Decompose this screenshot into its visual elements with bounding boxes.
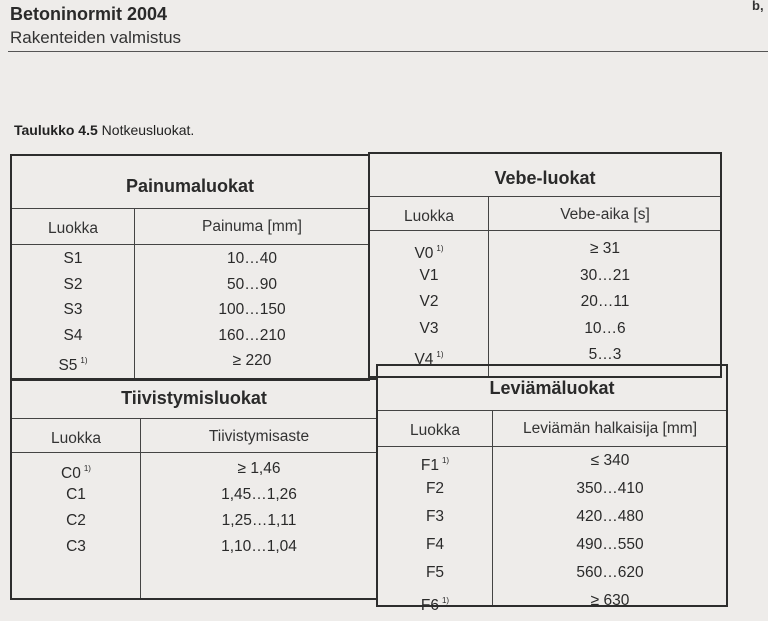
vebe-col-value: Vebe-aika [s] — [560, 206, 650, 223]
tiivistymis-row-value: ≥ 1,46 — [237, 460, 281, 477]
leviama-row-class — [378, 480, 492, 498]
page-corner-mark: b, — [752, 0, 764, 13]
leviama-row-value: 420…480 — [576, 508, 644, 525]
painuma-row-value: 100…150 — [218, 301, 286, 318]
leviama-row-class — [378, 592, 492, 615]
leviama-row-class — [378, 508, 492, 526]
vebe-row-class — [370, 293, 488, 311]
leviama-col-luokka: Luokka — [410, 422, 460, 439]
tiivistymis-title-rule — [12, 418, 376, 419]
vebe-row-class — [370, 267, 488, 285]
painuma-row-class — [12, 250, 134, 268]
vebe-row-class — [370, 320, 488, 338]
painuma-row-class — [12, 352, 134, 375]
leviama-row-value: 490…550 — [576, 536, 644, 553]
class-code: S1 — [63, 250, 83, 267]
painuma-col-luokka: Luokka — [48, 220, 98, 237]
painuma-row-value: 160…210 — [218, 326, 286, 344]
tiivistymis-col-luokka: Luokka — [51, 430, 101, 447]
vebe-col-luokka: Luokka — [404, 208, 454, 225]
class-code: V1 — [419, 266, 439, 284]
vebe-header-rule — [370, 230, 720, 231]
leviama-row-value: 560…620 — [576, 564, 644, 581]
footnote-marker: 1) — [436, 244, 444, 253]
painuma-row-class — [12, 327, 134, 345]
tiivistymis-col-value: Tiivistymisaste — [208, 428, 310, 445]
tiivistymis-row-class — [12, 538, 140, 556]
painuma-row-value: 10…40 — [227, 250, 277, 267]
leviama-row-class — [378, 564, 492, 582]
table-caption — [14, 122, 194, 138]
painuma-title-rule — [12, 208, 368, 209]
class-code: V0 — [414, 245, 434, 262]
painuma-row-value: ≥ 220 — [232, 352, 272, 369]
footnote-marker: 1) — [80, 356, 88, 365]
painuma-row-class — [12, 276, 134, 294]
leviama-title-rule — [378, 410, 726, 411]
class-code: F6 — [420, 597, 439, 614]
class-code: S5 — [58, 357, 78, 374]
class-code: V3 — [419, 319, 439, 337]
painuma-table — [10, 154, 370, 381]
leviama-table — [376, 364, 728, 614]
painuma-row-class — [12, 301, 134, 319]
footnote-marker: 1) — [83, 464, 91, 473]
class-code: S3 — [63, 301, 83, 318]
leviama-row-class — [378, 452, 492, 475]
leviama-col-value: Leviämän halkaisija [mm] — [522, 420, 697, 437]
tiivistymis-row-value: 1,10…1,04 — [221, 538, 297, 555]
tiivistymis-header-rule — [12, 452, 376, 453]
tiivistymis-row-class — [12, 512, 140, 530]
vebe-column-divider — [488, 196, 489, 376]
class-code: C1 — [66, 486, 86, 503]
leviama-title: Leviämäluokat — [489, 378, 615, 398]
tiivistymis-row-value: 1,25…1,11 — [221, 512, 297, 529]
painuma-row-value: 50…90 — [227, 275, 277, 293]
painuma-title: Painumaluokat — [125, 176, 255, 196]
class-code: F5 — [425, 564, 445, 581]
tiivistymis-row-class — [12, 486, 140, 504]
vebe-row-value: 5…3 — [588, 346, 622, 363]
caption-label: Taulukko 4.5 — [14, 122, 98, 138]
header-rule — [8, 51, 768, 52]
tiivistymis-title: Tiivistymisluokat — [121, 388, 267, 408]
tiivistymis-table — [10, 378, 378, 600]
leviama-row-value: ≤ 340 — [590, 452, 630, 469]
class-code: S2 — [63, 275, 83, 293]
class-code: V2 — [419, 293, 439, 310]
vebe-title-rule — [370, 196, 720, 197]
leviama-row-value: 350…410 — [576, 480, 644, 497]
caption-text: Notkeusluokat. — [101, 122, 195, 138]
class-code: V4 — [414, 351, 434, 368]
document-subtitle: Rakenteiden valmistus — [10, 28, 182, 47]
vebe-row-value: 20…11 — [580, 293, 630, 310]
vebe-row-value: 10…6 — [584, 319, 626, 337]
leviama-column-divider — [492, 410, 493, 605]
class-code: C0 — [61, 465, 81, 482]
painuma-col-value: Painuma [mm] — [202, 218, 302, 235]
footnote-marker: 1) — [441, 456, 450, 465]
footnote-marker: 1) — [441, 596, 450, 605]
document-title: Betoninormit 2004 — [10, 4, 168, 24]
class-code: F1 — [420, 457, 439, 474]
leviama-row-value: ≥ 630 — [590, 592, 630, 609]
class-code: S4 — [63, 326, 83, 344]
footnote-marker: 1) — [436, 350, 444, 359]
tiivistymis-column-divider — [140, 418, 141, 598]
tiivistymis-row-value: 1,45…1,26 — [221, 486, 297, 503]
class-code: F4 — [425, 536, 445, 553]
class-code: C2 — [66, 512, 86, 529]
class-code: C3 — [66, 538, 86, 555]
vebe-row-value: ≥ 31 — [589, 240, 621, 257]
class-code: F3 — [425, 508, 445, 525]
vebe-table — [368, 152, 722, 378]
leviama-header-rule — [378, 446, 726, 447]
class-code: F2 — [425, 480, 445, 497]
vebe-row-value: 30…21 — [580, 266, 630, 284]
painuma-header-rule — [12, 244, 368, 245]
leviama-row-class — [378, 536, 492, 554]
painuma-column-divider — [134, 208, 135, 379]
vebe-row-class — [370, 240, 488, 263]
tiivistymis-row-class — [12, 460, 140, 483]
vebe-title: Vebe-luokat — [494, 168, 596, 188]
